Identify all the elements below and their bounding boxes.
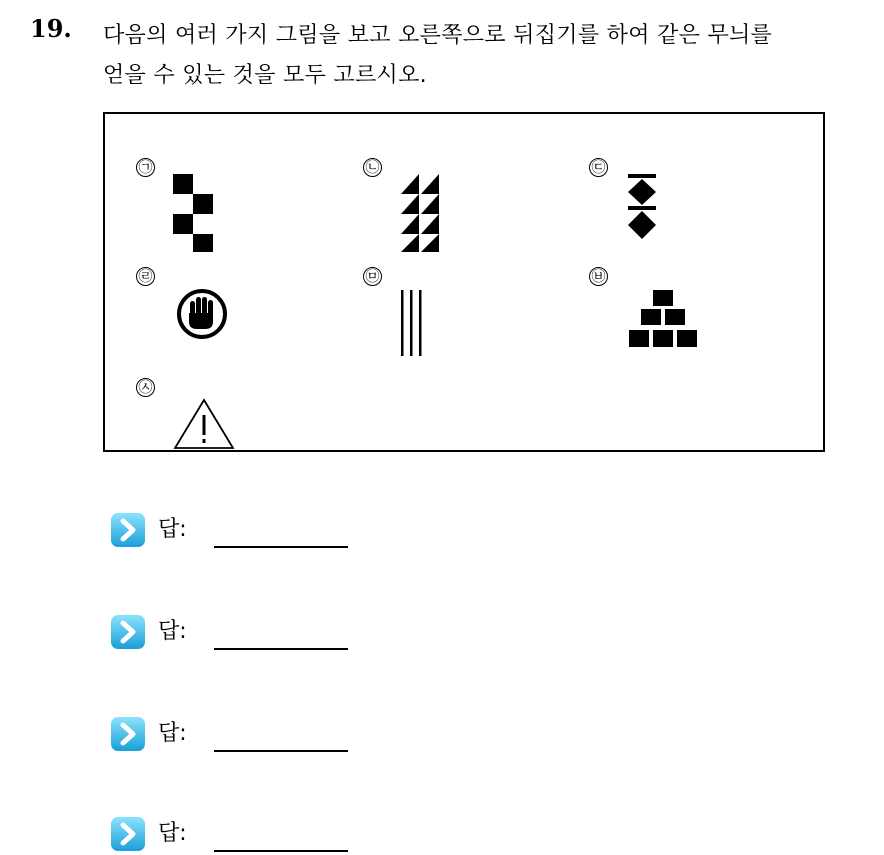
diamond-stack-icon: [625, 174, 659, 244]
answer-label: 답:: [158, 517, 187, 542]
question-number: 19.: [30, 14, 72, 43]
chevron-right-icon: [110, 512, 146, 548]
answer-label: 답:: [158, 619, 187, 644]
figure-label-2: ㉡: [363, 158, 382, 177]
vertical-lines-icon: [399, 290, 425, 358]
answer-row-3: [110, 714, 370, 754]
answer-blank-1[interactable]: [214, 546, 348, 548]
stop-hand-icon: [173, 289, 231, 339]
answer-row-4: [110, 814, 370, 854]
figure-label-5: ㉤: [363, 267, 382, 286]
figure-box: [103, 112, 825, 452]
figure-label-1: ㉠: [136, 158, 155, 177]
chevron-right-icon: [110, 716, 146, 752]
warning-triangle-icon: [173, 398, 235, 450]
question-text-line-2: 얻을 수 있는 것을 모두 고르시오.: [103, 63, 427, 88]
block-pyramid-icon: [627, 288, 699, 350]
figure-label-4: ㉣: [136, 267, 155, 286]
question-text-line-1: 다음의 여러 가지 그림을 보고 오른쪽으로 뒤집기를 하여 같은 무늬를: [103, 23, 773, 48]
triangle-stack-icon: [401, 174, 441, 254]
answer-row-1: [110, 510, 370, 550]
figure-label-3: ㉢: [589, 158, 608, 177]
figure-label-7: ㉦: [136, 378, 155, 397]
answer-label: 답:: [158, 821, 187, 846]
answer-label: 답:: [158, 721, 187, 746]
chevron-right-icon: [110, 816, 146, 852]
answer-blank-2[interactable]: [214, 648, 348, 650]
checker-pattern-icon: [173, 174, 213, 254]
answer-blank-3[interactable]: [214, 750, 348, 752]
chevron-right-icon: [110, 614, 146, 650]
answer-row-2: [110, 612, 370, 652]
figure-label-6: ㉥: [589, 267, 608, 286]
answer-blank-4[interactable]: [214, 850, 348, 852]
